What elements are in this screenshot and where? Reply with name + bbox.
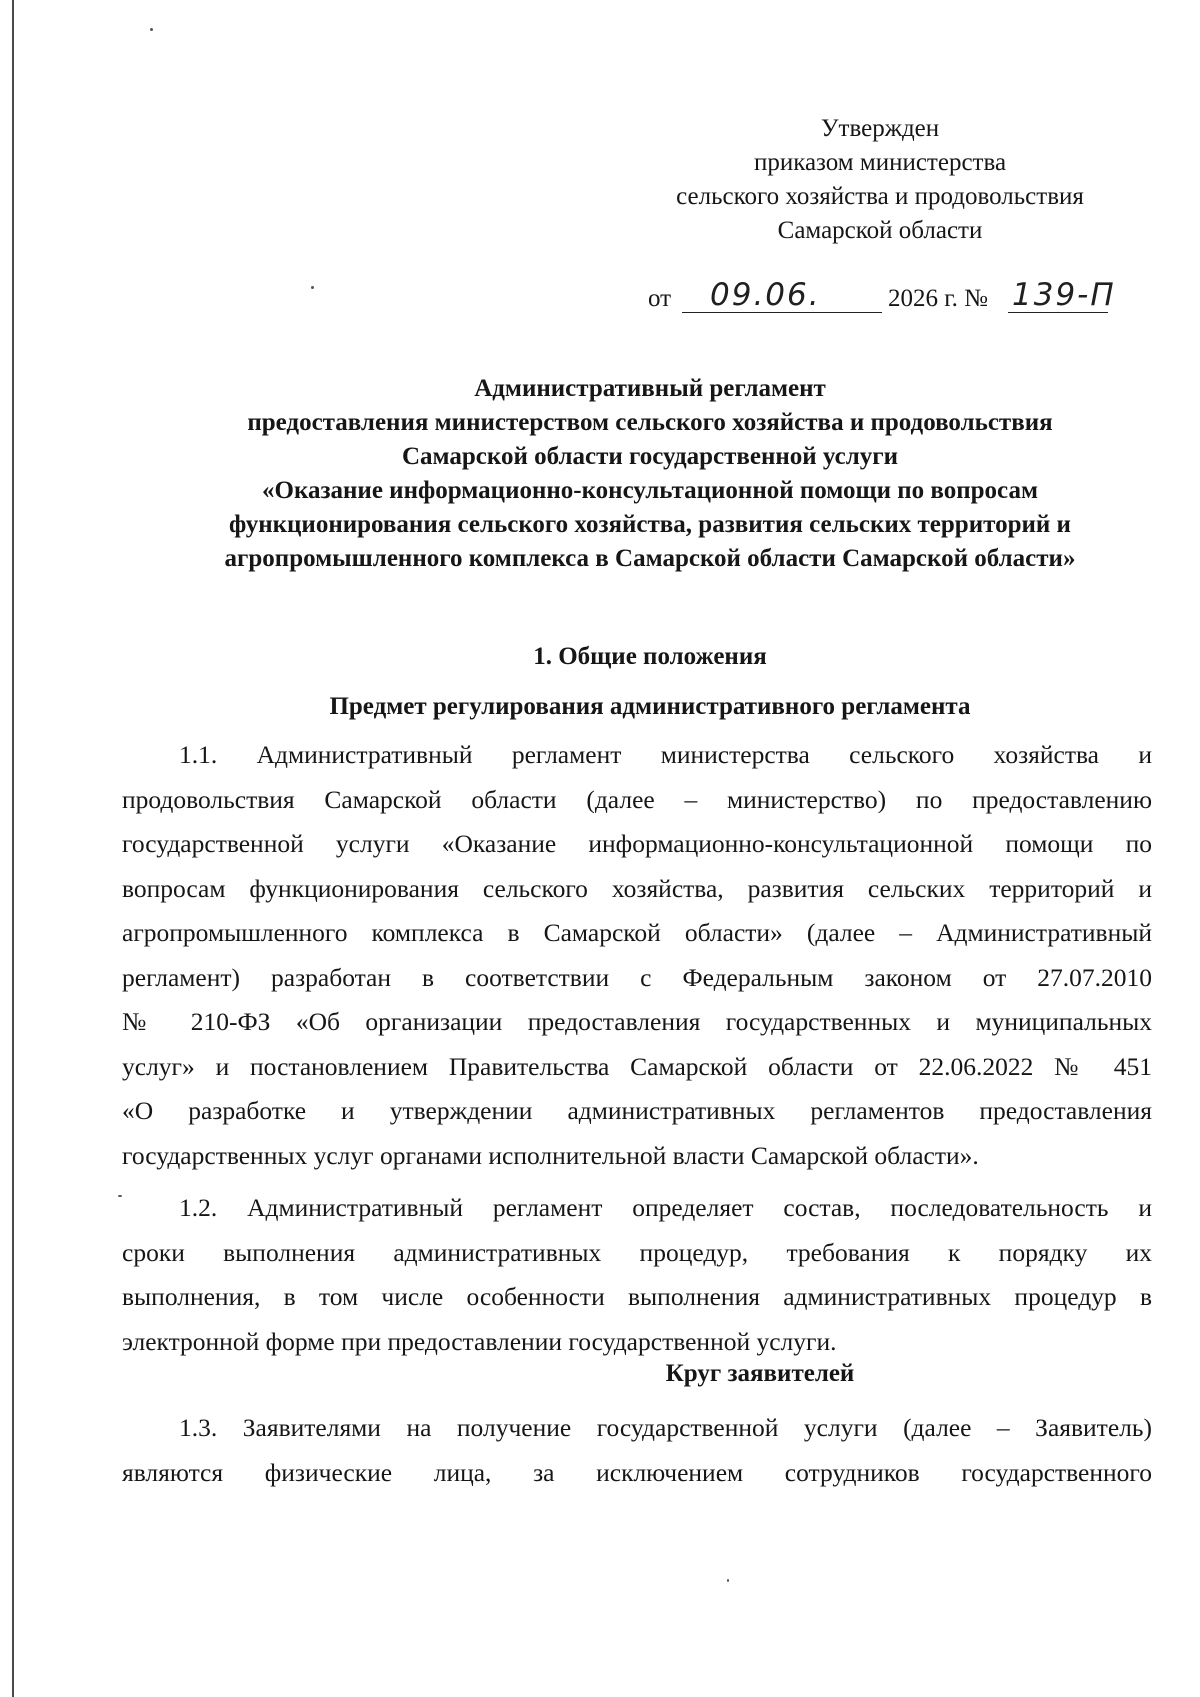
paragraph-line: № 210-ФЗ «Об организации предоставления государственных и муниципальных <box>122 1007 1152 1036</box>
title-line: функционирования сельского хозяйства, развития сельских территорий и <box>229 511 1071 538</box>
paragraph-line: услуг» и постановлением Правительства Самарской области от 22.06.2022 № 451 <box>122 1051 1152 1081</box>
paragraph-line: регламент) разработан в соответствии с Федеральным законом от 27.07.2010 <box>122 962 1152 992</box>
approval-line: приказом министерства <box>753 149 1007 176</box>
paragraph-line: 1.3. Заявителями на получение государственной услуги (далее – Заявитель) <box>179 1413 1152 1442</box>
year-and-number-label: 2026 г. № <box>888 285 989 312</box>
document-title <box>118 372 1182 576</box>
paragraph-1-3 <box>122 1406 1152 1495</box>
paragraph-line: 1.1. Административный регламент министерства сельского хозяйства и <box>179 740 1152 769</box>
paragraph-line: «О разработке и утверждении административных регламентов предоставления <box>122 1096 1152 1125</box>
title-line: предоставления министерством сельского хозяйства и продовольствия <box>247 409 1053 436</box>
title-line: Административный регламент <box>474 375 826 402</box>
scan-edge-shadow <box>12 0 14 1697</box>
paragraph-line: государственной услуги «Оказание информационно-консультационной помощи по <box>122 829 1152 858</box>
paragraph-line: сроки выполнения административных процедур, требования к порядку их <box>122 1237 1152 1267</box>
scan-speck <box>311 286 314 289</box>
approval-line: сельского хозяйства и продовольствия <box>676 183 1084 210</box>
handwritten-order-number: 139-П <box>1012 277 1116 313</box>
title-line: «Оказание информационно-консультационной помощи по вопросам <box>262 477 1038 504</box>
section-subheading: Предмет регулирования административного регламента <box>329 693 971 720</box>
title-line: агропромышленного комплекса в Самарской области Самарской области» <box>224 545 1076 572</box>
paragraph-line: 1.2. Административный регламент определяет состав, последовательность и <box>179 1193 1152 1222</box>
paragraph-line: агропромышленного комплекса в Самарской области» (далее – Административный <box>122 918 1152 947</box>
section-heading: 1. Общие положения <box>533 643 767 670</box>
date-prefix: от <box>648 285 672 312</box>
approval-line: Самарской области <box>777 217 983 244</box>
scan-speck <box>150 28 153 31</box>
order-date-line <box>648 275 1128 321</box>
title-line: Самарской области государственной услуги <box>401 443 899 470</box>
scan-speck <box>727 1579 729 1582</box>
paragraph-1-2 <box>122 1186 1152 1364</box>
paragraph-line: выполнения, в том числе особенности выполнения административных процедур в <box>122 1282 1152 1311</box>
paragraph-line: продовольствия Самарской области (далее – министерство) по предоставлению <box>122 784 1152 814</box>
approval-stamp-block <box>640 112 1120 248</box>
paragraph-1-1 <box>122 733 1152 1178</box>
approval-line: Утвержден <box>820 115 940 142</box>
paragraph-line: государственных услуг органами исполнительной власти Самарской области». <box>122 1140 979 1170</box>
handwritten-date: 09.06. <box>710 277 821 313</box>
paragraph-line: электронной форме при предоставлении государственной услуги. <box>122 1326 837 1356</box>
paragraph-line: являются физические лица, за исключением сотрудников государственного <box>122 1457 1152 1487</box>
applicants-heading: Круг заявителей <box>665 1360 855 1387</box>
paragraph-line: вопросам функционирования сельского хозяйства, развития сельских территорий и <box>122 873 1152 903</box>
